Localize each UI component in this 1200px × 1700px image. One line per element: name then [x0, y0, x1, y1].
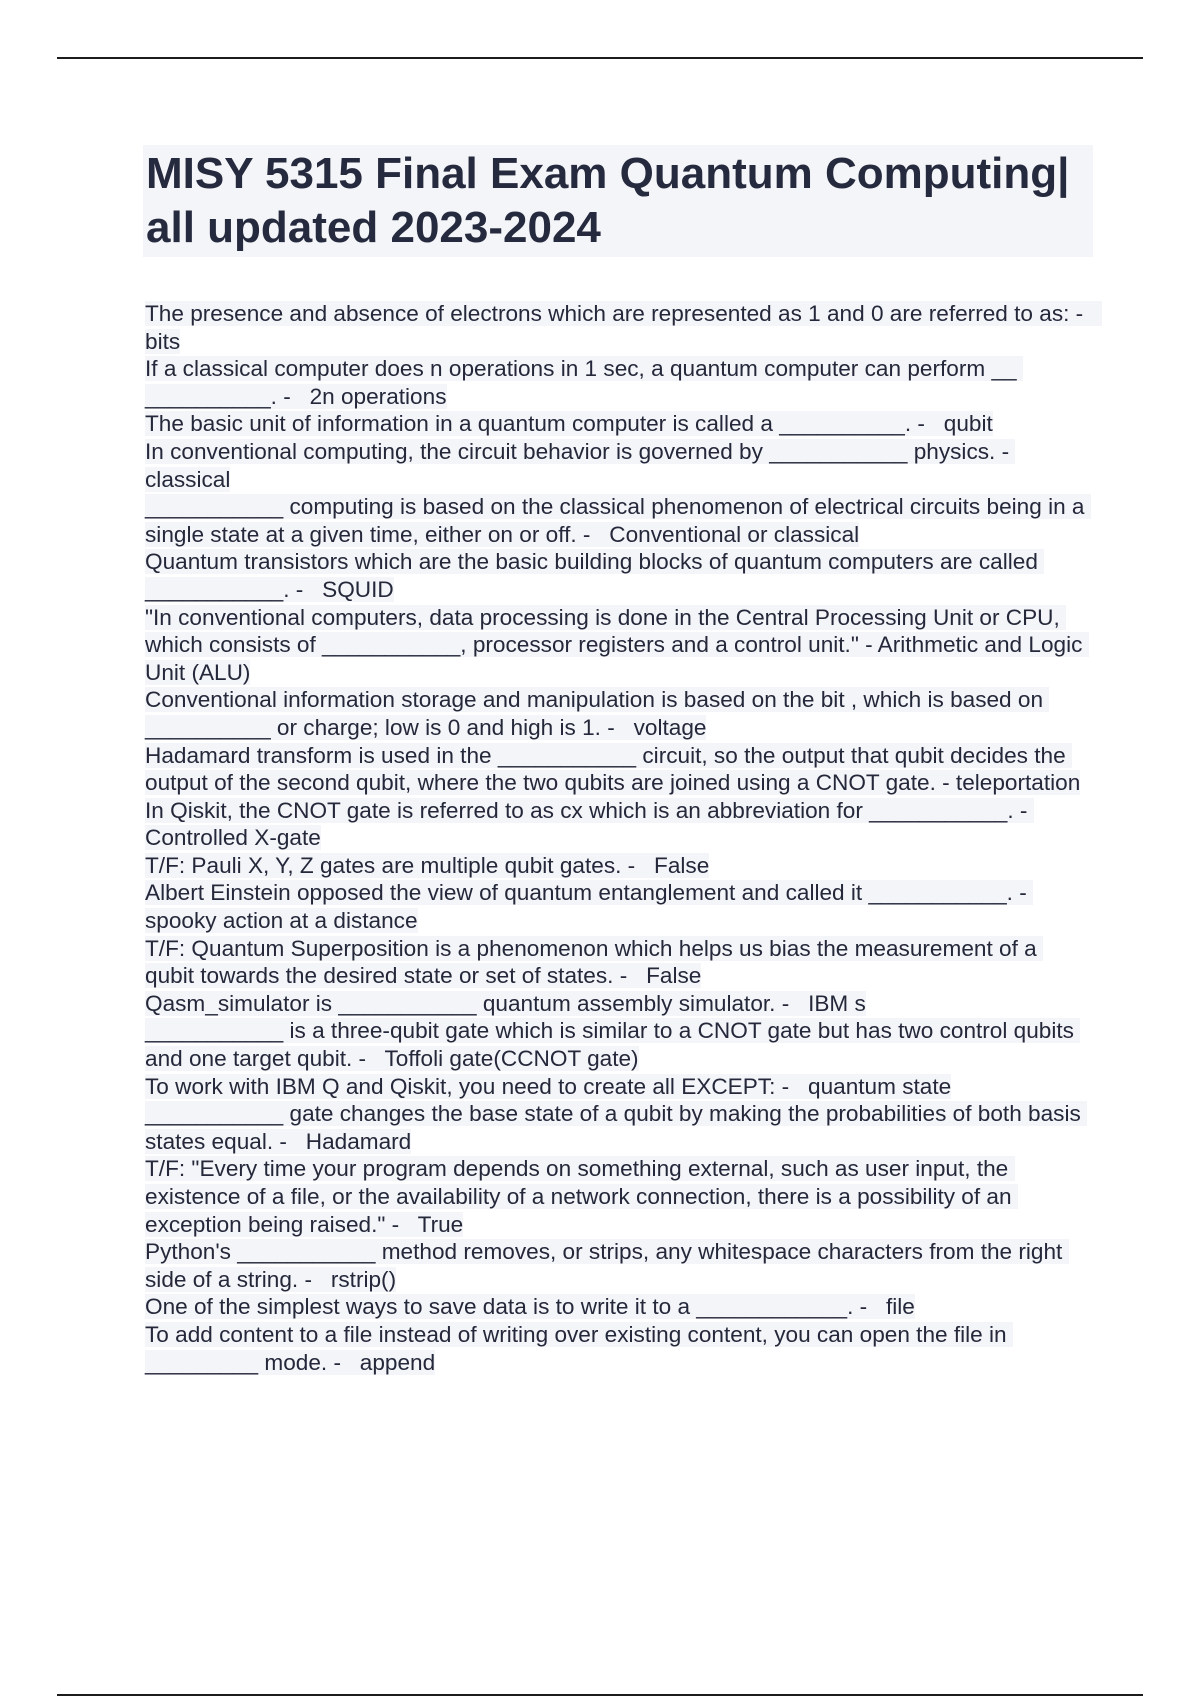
- qa-item: [145, 1073, 1090, 1101]
- qa-item: [145, 1017, 1090, 1072]
- qa-item: [145, 355, 1090, 410]
- title-block: [143, 145, 1093, 257]
- qa-text: Qasm_simulator is ___________ quantum assembly simulator. - IBM s: [145, 990, 866, 1016]
- qa-item: [145, 1293, 1090, 1321]
- qa-text: ___________ computing is based on the classical phenomenon of electrical circuits being in a single state at a given time, either on or off. - Conventional or classical: [145, 494, 1091, 547]
- qa-item: [145, 852, 1090, 880]
- qa-item: [145, 493, 1090, 548]
- bottom-rule: [57, 1694, 1143, 1696]
- qa-text: If a classical computer does n operations in 1 sec, a quantum computer can perform __ __________. - 2n operations: [145, 356, 1023, 409]
- qa-item: [145, 742, 1090, 797]
- qa-item: [145, 1321, 1090, 1376]
- qa-item: [145, 1238, 1090, 1293]
- qa-item: [145, 797, 1090, 852]
- qa-item: [145, 686, 1090, 741]
- qa-item: [145, 1155, 1090, 1238]
- qa-item: [145, 604, 1090, 687]
- qa-text: Quantum transistors which are the basic building blocks of quantum computers are called ___________. - SQUID: [145, 549, 1045, 602]
- qa-text: Albert Einstein opposed the view of quantum entanglement and called it ___________. - spooky action at a distance: [145, 880, 1034, 934]
- document-title: MISY 5315 Final Exam Quantum Computing| all updated 2023-2024: [146, 149, 1070, 252]
- qa-text: Hadamard transform is used in the ___________ circuit, so the output that qubit decides the output of the second qubit, where the two qubits are joined using a CNOT gate. - teleportation: [145, 742, 1081, 796]
- qa-text: In conventional computing, the circuit behavior is governed by ___________ physics. - classical: [145, 438, 1016, 492]
- qa-text: Python's ___________ method removes, or strips, any whitespace characters from the right side of a string. - rstrip(): [145, 1239, 1069, 1292]
- qa-item: [145, 438, 1090, 493]
- qa-text: T/F: Pauli X, Y, Z gates are multiple qubit gates. - False: [145, 852, 710, 878]
- qa-text: ___________ gate changes the base state of a qubit by making the probabilities of both basis states equal. - Hadamard: [145, 1101, 1088, 1154]
- qa-item: [145, 879, 1090, 934]
- qa-item: [145, 300, 1103, 355]
- question-answer-list: [145, 300, 1103, 1376]
- qa-text: Conventional information storage and manipulation is based on the bit , which is based on __________ or charge; low is 0 and high is 1. - voltage: [145, 687, 1050, 740]
- qa-item: [145, 990, 1090, 1018]
- qa-text: One of the simplest ways to save data is to write it to a ____________. - file: [145, 1294, 915, 1320]
- qa-text: To work with IBM Q and Qiskit, you need to create all EXCEPT: - quantum state: [145, 1073, 952, 1099]
- qa-item: [145, 548, 1090, 603]
- qa-item: [145, 410, 1090, 438]
- qa-item: [145, 935, 1090, 990]
- qa-text: In Qiskit, the CNOT gate is referred to as cx which is an abbreviation for ___________. - Controlled X-gate: [145, 797, 1034, 851]
- qa-text: To add content to a file instead of writing over existing content, you can open the file in _________ mode. - append: [145, 1321, 1013, 1375]
- qa-text: "In conventional computers, data processing is done in the Central Processing Unit or CPU, which consists of ___________, processor registers and a control unit." - Arithmetic and Logic Unit (ALU): [145, 604, 1089, 685]
- qa-text: The presence and absence of electrons which are represented as 1 and 0 are referred to as: - bits: [145, 301, 1103, 354]
- qa-text: The basic unit of information in a quantum computer is called a __________. - qubit: [145, 411, 993, 437]
- qa-item: [145, 1100, 1090, 1155]
- qa-text: T/F: "Every time your program depends on something external, such as user input, the existence of a file, or the availability of a network connection, there is a possibility of an exception being raised." - True: [145, 1156, 1018, 1237]
- qa-text: T/F: Quantum Superposition is a phenomenon which helps us bias the measurement of a qubit towards the desired state or set of states. - False: [145, 935, 1043, 989]
- top-rule: [57, 57, 1143, 59]
- qa-text: ___________ is a three-qubit gate which is similar to a CNOT gate but has two control qubits and one target qubit. - Toffoli gate(CCNOT gate): [145, 1018, 1081, 1072]
